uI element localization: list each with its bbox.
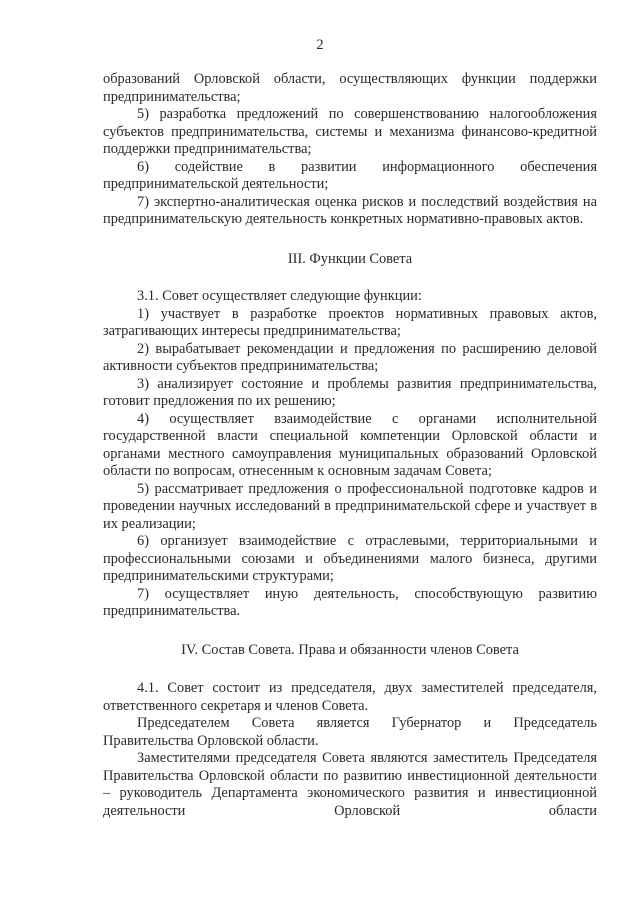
section-heading-4: IV. Состав Совета. Права и обязанности членов Совета (181, 641, 519, 658)
function-item-1: 1) участвует в разработке проектов нормативных правовых актов, затрагивающих интересы предпринимательства; (103, 305, 597, 339)
section-heading-3: III. Функции Совета (287, 250, 413, 267)
function-item-4: 4) осуществляет взаимодействие с органами исполнительной государственной власти специальной компетенции Орловской области и органами местного самоуправления муниципальных образований Орловской области по вопросам, отнесенным к основным задачам Совета; (103, 410, 597, 479)
section4-paragraph-2: Председателем Совета является Губернатор и Председатель Правительства Орловской области. (103, 715, 597, 749)
function-item-6: 6) организует взаимодействие с отраслевыми, территориальными и профессиональными союзами и объединениями малого бизнеса, другими предпринимательскими структурами; (103, 533, 597, 584)
section4-paragraph-1: 4.1. Совет состоит из председателя, двух заместителей председателя, ответственного секретаря и членов Совета. (103, 680, 597, 714)
function-item-7: 7) осуществляет иную деятельность, способствующую развитию предпринимательства. (103, 585, 597, 619)
paragraph-item-7: 7) экспертно-аналитическая оценка рисков и последствий воздействия на предпринимательскую деятельность конкретных нормативно-правовых актов. (103, 193, 597, 227)
function-item-5: 5) рассматривает предложения о профессиональной подготовке кадров и проведении научных исследований в предпринимательской сфере и участвует в их реализации; (103, 480, 597, 532)
section3-intro: 3.1. Совет осуществляет следующие функции: (137, 288, 422, 304)
paragraph-continuation: образований Орловской области, осуществляющих функции поддержки предпринимательства; (103, 71, 597, 105)
document-body (103, 71, 597, 820)
paragraph-item-5: 5) разработка предложений по совершенствованию налогообложения субъектов предпринимательства, системы и механизма финансово-кредитной поддержки предпринимательства; (103, 106, 597, 157)
function-item-3: 3) анализирует состояние и проблемы развития предпринимательства, готовит предложения по их решению; (103, 375, 597, 409)
page-number: 2 (316, 37, 324, 53)
paragraph-item-6: 6) содействие в развитии информационного обеспечения предпринимательской деятельности; (103, 158, 597, 192)
function-item-2: 2) вырабатывает рекомендации и предложения по расширению деловой активности субъектов предпринимательства; (103, 340, 597, 374)
section4-paragraph-3: Заместителями председателя Совета являются заместитель Председателя Правительства Орловской области по развитию инвестиционной деятельности – руководитель Департамента экономического развития и инвестиционной деятельности Орловской области (103, 750, 597, 819)
